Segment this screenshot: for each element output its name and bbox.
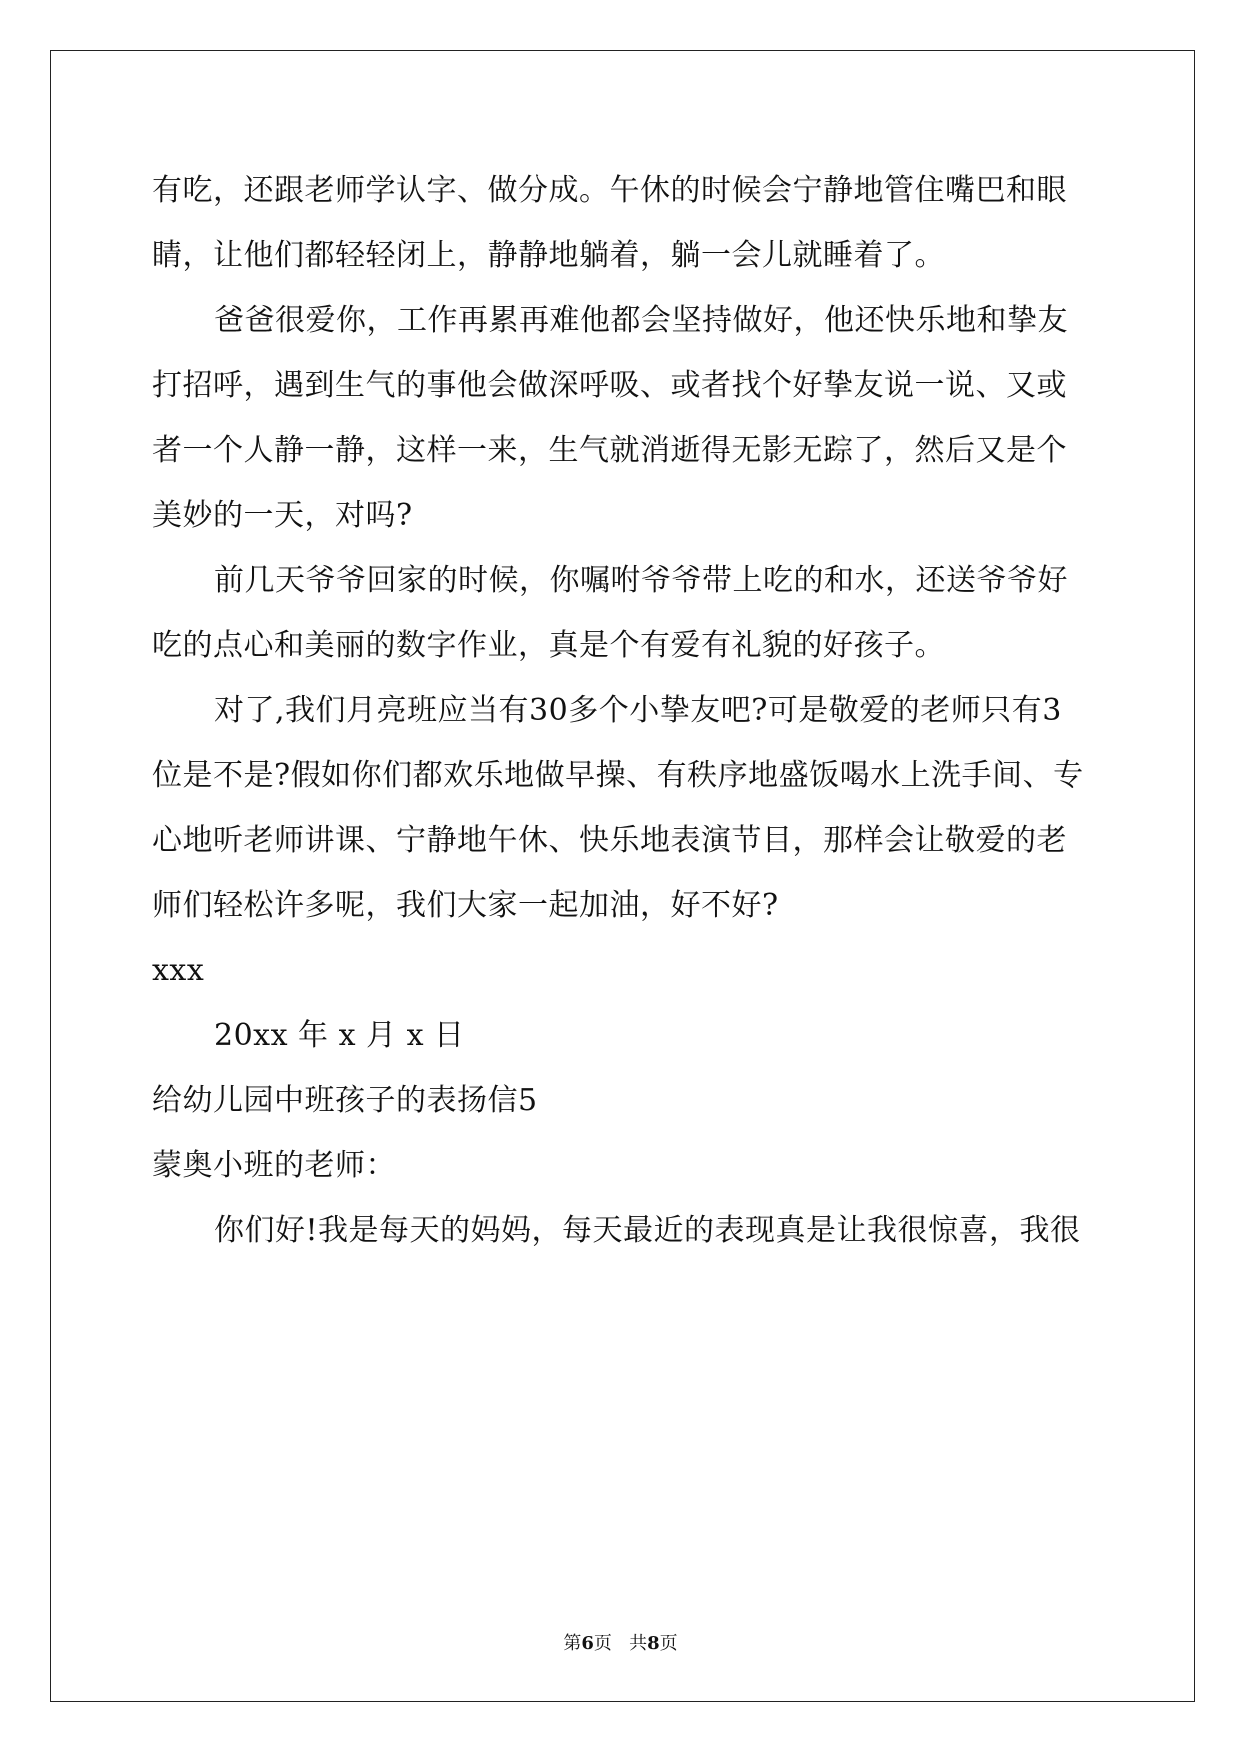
text-line-6: 美妙的一天，对吗? xyxy=(152,498,413,533)
signature: xxx xyxy=(152,953,205,988)
footer-middle: 页 共 xyxy=(593,1633,648,1654)
text-line-2: 睛，让他们都轻轻闭上，静静地躺着，躺一会儿就睡着了。 xyxy=(152,238,945,273)
text-line-9: 对了,我们月亮班应当有30多个小挚友吧?可是敬爱的老师只有3 xyxy=(214,693,1062,728)
text-line-1: 有吃，还跟老师学认字、做分成。午休的时候会宁静地管住嘴巴和眼 xyxy=(152,173,1067,208)
text-line-12: 师们轻松许多呢，我们大家一起加油，好不好? xyxy=(152,888,779,923)
date-line: 20xx 年 x 月 x 日 xyxy=(214,1018,465,1053)
section-title: 给幼儿园中班孩子的表扬信5 xyxy=(152,1083,538,1118)
text-line-17: 你们好!我是每天的妈妈，每天最近的表现真是让我很惊喜，我很 xyxy=(214,1213,1081,1248)
text-line-5: 者一个人静一静，这样一来，生气就消逝得无影无踪了，然后又是个 xyxy=(152,433,1067,468)
text-line-3: 爸爸很爱你，工作再累再难他都会坚持做好，他还快乐地和挚友 xyxy=(214,303,1068,338)
current-page-number: 6 xyxy=(581,1633,594,1654)
text-line-10: 位是不是?假如你们都欢乐地做早操、有秩序地盛饭喝水上洗手间、专 xyxy=(152,758,1084,793)
footer-suffix: 页 xyxy=(659,1633,678,1654)
text-line-7: 前几天爷爷回家的时候，你嘱咐爷爷带上吃的和水，还送爷爷好 xyxy=(214,563,1068,598)
document-body xyxy=(152,158,1092,1263)
page-footer xyxy=(0,1632,1241,1656)
footer-prefix: 第 xyxy=(563,1633,582,1654)
text-line-11: 心地听老师讲课、宁静地午休、快乐地表演节目，那样会让敬爱的老 xyxy=(152,823,1067,858)
total-pages-number: 8 xyxy=(647,1633,660,1654)
salutation: 蒙奥小班的老师： xyxy=(152,1148,396,1183)
text-line-8: 吃的点心和美丽的数字作业，真是个有爱有礼貌的好孩子。 xyxy=(152,628,945,663)
text-line-4: 打招呼，遇到生气的事他会做深呼吸、或者找个好挚友说一说、又或 xyxy=(152,368,1067,403)
